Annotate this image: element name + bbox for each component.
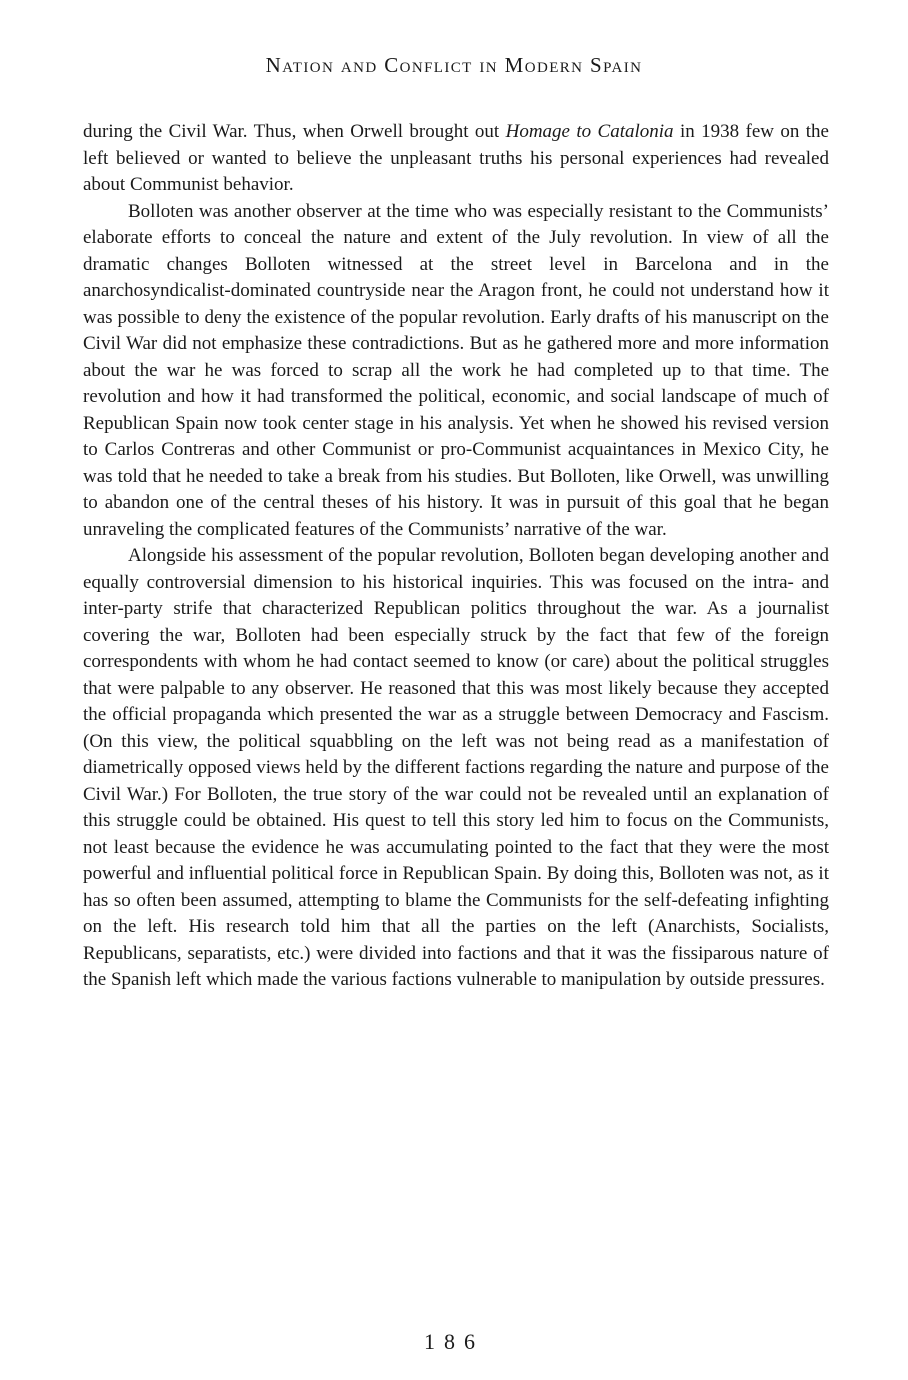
paragraph-3: Alongside his assessment of the popular revolution, Bolloten began developing another and equally controversial dimension to his historical inquiries. This was focused on the intra- and inter-party strife that characterized Republican politics throughout the war. As a journalist covering the war, Bolloten had been especially struck by the fact that few of the foreign correspondents with whom he had contact seemed to know (or care) about the political struggles that were palpable to any observer. He reasoned that this was most likely because they accepted the official propaganda which presented the war as a struggle between Democracy and Fascism. (On this view, the political squabbling on the left was not being read as a manifestation of diametrically opposed views held by the different factions regarding the nature and purpose of the Civil War.) For Bolloten, the true story of the war could not be revealed until an explanation of this struggle could be obtained. His quest to tell this story led him to focus on the Communists, not least because the evidence he was accumulating pointed to the fact that they were the most powerful and influential political force in Republican Spain. By doing this, Bolloten was not, as it has so often been assumed, attempting to blame the Communists for the self-defeating infighting on the left. His research told him that all the parties on the left (Anarchists, Socialists, Republicans, separatists, etc.) were divided into factions and that it was the fissiparous nature of the Spanish left which made the various factions vulnerable to manipulation by outside pressures. xyxy=(83,545,829,990)
body-text xyxy=(83,119,829,994)
page-number: 186 xyxy=(424,1329,484,1354)
paragraph-2: Bolloten was another observer at the time who was especially resistant to the Communists’ elaborate efforts to conceal the nature and extent of the July revolution. In view of all the dramatic changes Bolloten witnessed at the street level in Barcelona and in the anarchosyndicalist-dominated countryside near the Aragon front, he could not understand how it was possible to deny the existence of the popular revolution. Early drafts of his manuscript on the Civil War did not emphasize these contradictions. But as he gathered more and more information about the war he was forced to scrap all the work he had completed up to that time. The revolution and how it had transformed the political, economic, and social landscape of much of Republican Spain now took center stage in his analysis. Yet when he showed his revised version to Carlos Contreras and other Communist or pro-Communist acquaintances in Mexico City, he was told that he needed to take a break from his studies. But Bolloten, like Orwell, was unwilling to abandon one of the central theses of his history. It was in pursuit of this goal that he began unraveling the complicated features of the Communists’ narrative of the war. xyxy=(83,200,829,540)
book-title-italic: Homage to Catalonia xyxy=(505,121,674,142)
running-head: Nation and Conflict in Modern Spain xyxy=(265,53,643,77)
paragraph-1 xyxy=(83,119,829,199)
paragraph-1-text-start: during the Civil War. Thus, when Orwell brought out xyxy=(83,121,506,142)
paragraph-1-text-end: in 1938 few on the left believed or wanted to believe the unpleasant truths his personal experiences had revealed about Communist behavior. xyxy=(83,121,829,195)
